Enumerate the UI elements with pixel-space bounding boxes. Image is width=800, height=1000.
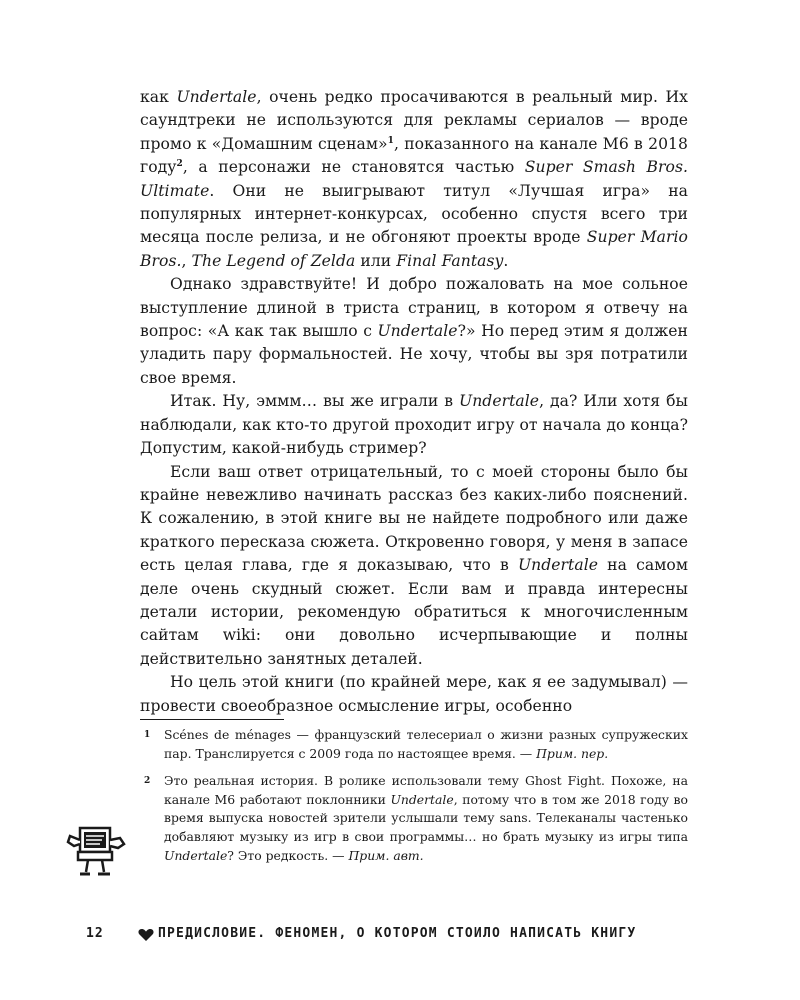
paragraph-5: [140, 671, 688, 718]
text-run: Итак. Ну, эммм… вы же играли в: [170, 392, 459, 411]
italic-title: Undertale: [517, 556, 599, 575]
italic-title: Undertale: [390, 791, 454, 807]
paragraph-2: [140, 273, 688, 390]
italic-title: Undertale: [377, 322, 458, 341]
text-run: , потому что в том же 2018 году во время выпуска новостей зрители услышали тему sans. Телеканалы частенько добавляют музыку из игр в свои программы… но брать музыку из игры типа: [164, 791, 688, 844]
italic-title: Прим. пер.: [536, 745, 609, 761]
main-text: [140, 86, 688, 718]
footnote-1: [140, 726, 688, 763]
text-run: на самом деле очень скудный сюжет. Если вам и правда интересны детали истории, рекомендую обратиться к многочисленным сайтам wiki: они довольно исчерпывающие и полны действительно занятных деталей.: [140, 556, 688, 668]
computer-doodle-icon: [66, 822, 128, 880]
italic-title: Super Mario Bros.: [140, 228, 688, 270]
running-title: ПРЕДИСЛОВИЕ. ФЕНОМЕН, О КОТОРОМ СТОИЛО НАПИСАТЬ КНИГУ: [158, 926, 637, 941]
text-run: Но цель этой книги (по крайней мере, как я ее задумывал) — провести своеобразное осмысление игры, особенно: [140, 673, 688, 715]
footnote-mark: 1: [144, 730, 151, 740]
footnotes: [140, 726, 688, 874]
italic-title: Undertale: [164, 847, 228, 863]
footnote-2: [140, 772, 688, 865]
text-run: , да? Или хотя бы наблюдали, как кто-то другой проходит игру от начала до конца? Допустим, какой-нибудь стример?: [140, 392, 688, 458]
text-run: , а персонажи не становятся частью: [182, 158, 525, 177]
text-run: Однако здравствуйте! И добро пожаловать на мое сольное выступление длиной в триста страниц, в котором я отвечу на вопрос: «А как так вышло с: [140, 275, 688, 341]
text-run: .: [503, 251, 509, 270]
paragraph-1: [140, 86, 688, 273]
footnote-divider: [140, 719, 284, 720]
page-footer: [0, 926, 800, 946]
text-run: ,: [181, 251, 192, 270]
footnote-mark: 2: [144, 776, 151, 787]
heart-icon: [138, 928, 154, 942]
footnote-ref: 1: [387, 135, 394, 146]
text-run: Scénes de ménages — французский телесериал о жизни разных супружеских пар. Транслируется с 2009 года по настоящее время. —: [164, 727, 688, 761]
italic-title: Super Smash Bros. Ultimate: [140, 158, 688, 200]
paragraph-3: [140, 390, 688, 460]
footnote-ref: 2: [176, 159, 183, 170]
text-run: как: [140, 88, 177, 106]
italic-title: Undertale: [459, 392, 540, 411]
footnote-text: [164, 727, 688, 761]
text-run: ?» Но перед этим я должен уладить пару формальностей. Не хочу, чтобы вы зря потратили свое время.: [140, 322, 688, 387]
italic-title: Прим. авт.: [348, 847, 424, 863]
italic-title: The Legend of Zelda: [191, 251, 356, 270]
text-run: , очень редко просачиваются в реальный мир. Их саундтреки не используются для рекламы сериалов — вроде промо к «Домашним сценам»: [140, 88, 688, 153]
text-run: или: [355, 251, 397, 270]
text-run: Это реальная история. В ролике использовали тему Ghost Fight. Похоже, на канале M6 работают поклонники: [164, 773, 688, 807]
paragraph-4: [140, 461, 688, 672]
text-run: Если ваш ответ отрицательный, то с моей стороны было бы крайне невежливо начинать рассказ без каких-либо пояснений. К сожалению, в этой книге вы не найдете подробного или даже краткого пересказа сюжета. Откровенно говоря, у меня в запасе есть целая глава, где я доказываю, что в: [140, 462, 688, 575]
text-run: . Они не выигрывают титул «Лучшая игра» на популярных интернет-конкурсах, особенно спустя всего три месяца после релиза, и не обгоняют проекты вроде: [140, 181, 688, 247]
italic-title: Final Fantasy: [396, 251, 504, 270]
italic-title: Undertale: [176, 88, 257, 106]
footnote-text: [164, 773, 688, 862]
text-run: ? Это редкость. —: [227, 847, 349, 863]
page-number: 12: [86, 926, 104, 941]
text-run: , показанного на канале M6 в 2018 году: [140, 134, 688, 177]
